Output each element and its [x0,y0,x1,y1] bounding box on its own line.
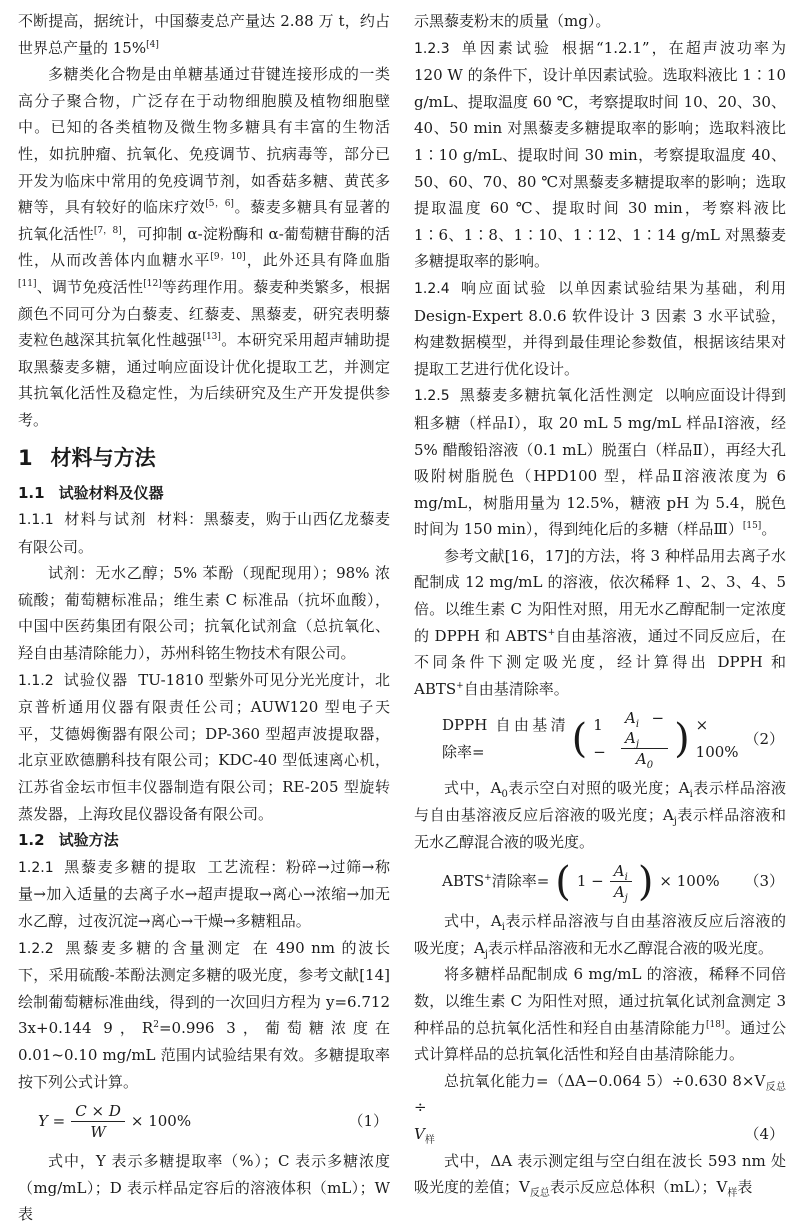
paragraph-reagents: 试剂：无水乙醇；5% 苯酚（现配现用）；98% 浓硫酸；葡萄糖标准品；维生素 C 标准品（抗坏血酸），中国中医药集团有限公司；抗氧化试剂盒（总抗氧化、羟自由基清除能力），苏州科铭生物技术有限公司。 [18,564,390,663]
equation-2: DPPH 自由基清除率= ( 1 − $\frac{A_i - A_j}{A_0}$ ) × 100% （2） [442,709,784,772]
paragraph-total-antioxidant: 将多糖样品配制成 6 mg/mL 的溶液，稀释不同倍数，以维生素 C 为阳性对照，通过抗氧化试剂盒测定 3 种样品的总抗氧化活性和羟自由基清除能力[18]。通过公式计算样品的总抗氧化活性和羟自由基清除能力。 [414,965,786,1064]
section-heading-1: 1 材料与方法 [18,445,156,470]
subsection-1-1-2: 1.1.2 试验仪器 TU-1810 型紫外可见分光光度计，北京普析通用仪器有限责任公司；AUW120 型电子天平，艾德姆衡器有限公司；DP-360 型超声波提取器，北京亚欧德鹏科技有限公司；KDC-40 型低速离心机，江苏省金坛市恒丰仪器制造有限公司；RE-205 型旋转蒸发器，上海玫昆仪器设备有限公司。 [18,670,390,823]
paragraph-eq1-explain: 式中，Y 表示多糖提取率（%）；C 表示多糖浓度（mg/mL）；D 表示样品定容后的溶液体积（mL）；W 表 [18,1152,390,1224]
citation: [12] [143,278,162,289]
fraction: $\frac{A_i}{A_j}$ [610,861,632,902]
citation: [13] [202,332,221,343]
subsection-1-1-1: 1.1.1 材料与试剂 材料：黑藜麦，购于山西亿龙藜麦有限公司。 [18,510,390,556]
subsection-1-2-5: 1.2.5 黑藜麦多糖抗氧化活性测定 以响应面设计得到粗多糖（样品Ⅰ），取 20 mL 5 mg/mL 样品Ⅰ溶液，经 5% 醋酸铅溶液（0.1 mL）脱蛋白（样品Ⅱ），再经大孔吸附树脂脱色（HPD100 型，样品Ⅱ溶液浓度为 6 mg/mL，树脂用量为 12.5%，糖液 pH 为 5.4，脱色时间为 150 min），得到纯化后的多糖（样品Ⅲ）[15]。 [414,386,786,539]
equation-number: （1） [348,1112,388,1131]
citation: [11] [18,278,37,289]
left-column [18,8,390,1228]
citation: [18] [706,1019,725,1030]
fraction: $\frac{C \times D}{W}$ [71,1101,125,1142]
section-heading-1-1: 1.1 试验材料及仪器 [18,483,164,502]
paragraph-continued: 示黑藜麦粉末的质量（mg）。 [414,12,611,30]
citation: [7，8] [93,225,122,236]
fraction: $\frac{A_i - A_j}{A_0}$ [621,708,668,769]
citation: [4] [146,39,159,50]
citation: [5，6] [205,199,234,210]
paragraph-eq3-explain: 式中，$A_i$表示样品溶液与自由基溶液反应后溶液的吸光度；$A_j$表示样品溶液和无水乙醇混合液的吸光度。 [414,912,786,960]
section-heading-1-2: 1.2 试验方法 [18,831,119,850]
subsection-1-2-2: 1.2.2 黑藜麦多糖的含量测定 在 490 nm 的波长下，采用硫酸-苯酚法测定多糖的吸光度，参考文献[14]绘制葡萄糖标准曲线，得到的一次回归方程为 y=6.712 3x+0.144 9，$R^2=0.996$ 3，葡萄糖浓度在 0.01~0.10 mg/mL 范围内试验结果有效。多糖提取率按下列公式计算。 [18,938,391,1091]
paragraph-eq4-explain: 式中，ΔA 表示测定组与空白组在波长 593 nm 处吸光度的差值；$V_{反总}$表示反应总体积（mL）；$V_样$表 [414,1151,786,1200]
equation-1: Y = $\frac{C \times D}{W}$ × 100% （1） [38,1102,388,1142]
paragraph-polysaccharide: 多糖类化合物是由单糖基通过苷键连接形成的一类高分子聚合物，广泛存在于动物细胞膜及植物细胞壁中。已知的各类植物及微生物多糖具有丰富的生物活性，如抗肿瘤、抗氧化、免疫调节、抗病毒等，部分已开发为临床中常用的免疫调节剂，如香菇多糖、黄芪多糖等，具有较好的临床疗效[5，6]。藜麦多糖具有显著的抗氧化活性[7，8]，可抑制 α-淀粉酶和 α-葡萄糖苷酶的活性，从而改善体内血糖水平[9，10]，此外还具有降血脂[11]、调节免疫活性[12]等药理作用。藜麦种类繁多，根据颜色不同可分为白藜麦、红藜麦、黑藜麦，研究表明藜麦粒色越深其抗氧化性越强[13]。本研究采用超声辅助提取黑藜麦多糖，通过响应面设计优化提取工艺，并测定其抗氧化活性及稳定性，为后续研究及生产开发提供参考。 [18,65,390,429]
paragraph-method-ref: 参考文献[16，17]的方法，将 3 种样品用去离子水配制成 12 mg/mL 的溶液，依次稀释 1、2、3、4、5 倍。以维生素 C 为阳性对照，用无水乙醇配制一定浓度的 DPPH 和 ABTS+自由基溶液，通过不同反应后，在不同条件下测定吸光度，经计算得出 DPPH 和 ABTS+自由基清除率。 [414,546,787,698]
equation-4: 总抗氧化能力=（ΔA−0.064 5）÷0.630 $8\times V_{反总}\div$ $V_样$ （4） [414,1071,787,1146]
equation-number: （3） [744,872,784,891]
subsection-1-2-3: 1.2.3 单因素试验 根据“1.2.1”，在超声波功率为 120 W 的条件下，设计单因素试验。选取料液比 1∶10 g/mL、提取温度 60 ℃，考察提取时间 10、20、30、40、50 min 对黑藜麦多糖提取率的影响；选取料液比 1∶10 g/mL、提取时间 30 min，考察提取温度 40、50、60、70、80 ℃对黑藜麦多糖提取率的影响；选取提取温度 60 ℃、提取时间 30 min，考察料液比 1∶6、1∶8、1∶10、1∶12、1∶14 g/mL 对黑藜麦多糖提取率的影响。 [414,38,786,271]
paragraph-intro-continued: 不断提高，据统计，中国藜麦总产量达 2.88 万 t，约占世界总产量的 15%[4] [18,12,390,57]
paragraph-eq2-explain: 式中，$A_0$表示空白对照的吸光度；$A_i$表示样品溶液与自由基溶液反应后溶液的吸光度；$A_j$表示样品溶液和无水乙醇混合液的吸光度。 [414,779,786,851]
equation-3: ABTS+清除率= ( 1 − $\frac{A_i}{A_j}$ ) × 100% （3） [442,858,784,905]
equation-number: （4） [744,1124,784,1143]
subsection-1-2-1: 1.2.1 黑藜麦多糖的提取 工艺流程：粉碎→过筛→称量→加入适量的去离子水→超声提取→离心→浓缩→加无水乙醇，过夜沉淀→离心→干燥→多糖粗品。 [18,857,390,930]
citation: [9，10] [210,252,246,263]
equation-number: （2） [744,729,784,748]
citation: [15] [742,521,762,532]
right-column [414,8,786,1201]
subsection-1-2-4: 1.2.4 响应面试验 以单因素试验结果为基础，利用 Design-Expert 8.0.6 软件设计 3 因素 3 水平试验，构建数据模型，并得到最佳理论参数值，根据该结果对提取工艺进行优化设计。 [414,278,786,378]
